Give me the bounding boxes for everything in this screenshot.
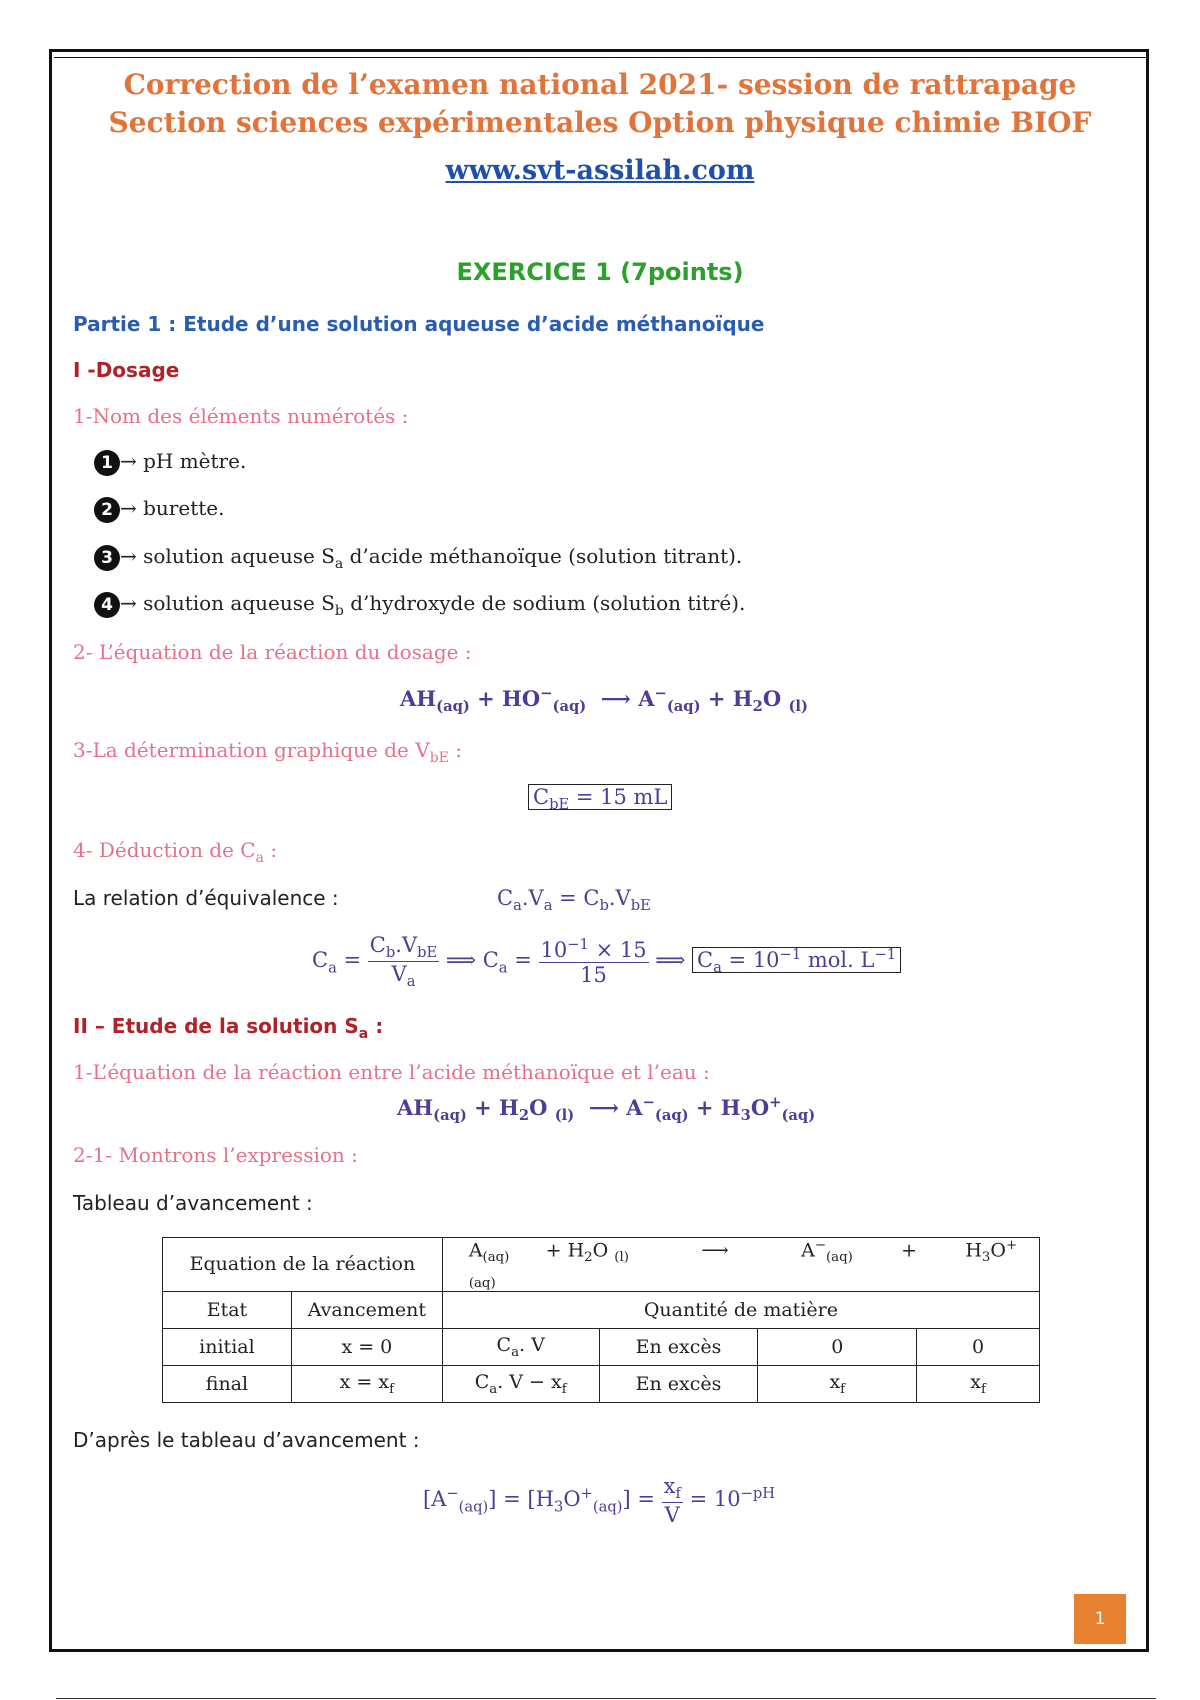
advancement-table	[162, 1237, 1040, 1403]
table-row	[163, 1328, 1040, 1365]
ca-calculation: $C_a$ = $\frac{C_b.V_{bE}}{V_a}$ ⟹ $C_a$ = $\frac{10^{-1} \times 15}{15}$ ⟹ $C_a = 10^{-1}$ mol. $L^{-1}$	[312, 933, 901, 990]
acid-water-equation: $AH_{(aq)} + H_2O$ $_{(l)}$ ⟶ $A^-_{(aq)} + H_3O^+_{(aq)}$	[397, 1094, 816, 1125]
list-item-text: → burette.	[120, 496, 225, 520]
question-4-colon: :	[263, 838, 278, 862]
section-ii-heading	[73, 1014, 383, 1042]
table-header-quantite: Quantité de matière	[442, 1291, 1039, 1328]
section-dosage-heading: I -Dosage	[73, 358, 180, 382]
table-cell: $x_f$	[758, 1365, 917, 1402]
number-badge: 2	[94, 497, 120, 523]
ph-exponent: −pH	[740, 1485, 776, 1503]
table-cell: $C_a$. V	[442, 1328, 599, 1365]
list-item-sub: b	[334, 603, 344, 619]
table-cell: final	[163, 1365, 292, 1402]
list-item	[94, 496, 224, 523]
site-link[interactable]: www.svt-assilah.com	[445, 155, 755, 186]
question-4-sub: a	[255, 850, 264, 866]
question-3-text: 3-La détermination graphique de V	[73, 738, 430, 762]
question-3-sub: bE	[429, 750, 449, 766]
ca-result-unit: mol. L	[801, 948, 875, 973]
list-item	[94, 544, 742, 572]
concentration-equation: $[A^-_{(aq)}] = [H_3O^+_{(aq)}]$ = $\frac{x_f}{V}$ = $10^{-pH}$	[423, 1474, 776, 1528]
dosage-equation: $AH_{(aq)} + HO^-_{(aq)}$ ⟶ $A^-_{(aq)} + H_2O$ $_{(l)}$	[400, 685, 808, 716]
section-ii-colon: :	[368, 1014, 384, 1038]
vbe-result-box: $C_{bE} = 15$ mL	[528, 785, 672, 813]
table-cell: 0	[917, 1328, 1040, 1365]
table-eq-label: Equation de la réaction	[163, 1238, 443, 1292]
list-item-text-after: d’hydroxyde de sodium (solution titré).	[343, 591, 746, 615]
table-cell: En excès	[599, 1365, 758, 1402]
number-badge: 1	[94, 450, 120, 476]
list-item-text: → solution aqueuse S	[120, 591, 335, 615]
list-item-text-after: d’acide méthanoïque (solution titrant).	[343, 544, 743, 568]
question-3-title	[73, 738, 462, 766]
question-2-title: 2- L’équation de la réaction du dosage :	[73, 640, 472, 664]
ca-result-box: $C_a = 10^{-1}$ mol. $L^{-1}$	[692, 947, 901, 973]
section-ii-text: II – Etude de la solution S	[73, 1014, 359, 1038]
table-cell: $x = x_f$	[291, 1365, 442, 1402]
list-item-text: → solution aqueuse S	[120, 544, 335, 568]
frame-double-rule	[54, 57, 1146, 58]
table-row	[163, 1365, 1040, 1402]
question-4-text: 4- Déduction de C	[73, 838, 256, 862]
title-line-1: Correction de l’examen national 2021- session de rattrapage	[123, 68, 1077, 101]
table-header-etat: Etat	[163, 1291, 292, 1328]
ca-denominator: 15	[580, 963, 607, 988]
ca-numerator-exp: −1	[567, 936, 589, 954]
ca-numerator-times: × 15	[588, 938, 647, 963]
number-badge: 4	[94, 592, 120, 618]
question-3-colon: :	[448, 738, 462, 762]
number-badge: 3	[94, 545, 120, 571]
list-item	[94, 449, 246, 476]
ca-result-exp: −1	[779, 946, 802, 964]
ca-numerator-base: 10	[540, 938, 568, 963]
question-ii-1-title: 1-L’équation de la réaction entre l’acide méthanoïque et l’eau :	[73, 1060, 710, 1084]
table-equation: $A_{(aq)}$ + $H_2O$ $_{(l)}$ ⟶ $A^-_{(aq)}$ + $H_3O^+_{(aq)}$	[442, 1238, 1039, 1292]
section-ii-sub: a	[358, 1026, 369, 1042]
question-4-title	[73, 838, 277, 866]
question-1-title: 1-Nom des éléments numérotés :	[73, 404, 409, 428]
apres-label: D’après le tableau d’avancement :	[73, 1428, 420, 1452]
table-header-avancement: Avancement	[291, 1291, 442, 1328]
vbe-result-value: = 15 mL	[575, 785, 668, 809]
title-line-2: Section sciences expérimentales Option physique chimie BIOF	[108, 106, 1092, 139]
list-item-sub: a	[334, 556, 344, 572]
ca-result-unit-exp: −1	[874, 946, 897, 964]
page-number-badge: 1	[1074, 1594, 1126, 1644]
list-item-text: → pH mètre.	[120, 449, 247, 473]
equivalence-relation: $C_a.V_a = C_b.V_{bE}$	[497, 886, 651, 915]
exercise-title: EXERCICE 1 (7points)	[456, 258, 744, 286]
table-cell: $x_f$	[917, 1365, 1040, 1402]
table-cell: $C_a$. $V - x_f$	[442, 1365, 599, 1402]
tableau-label: Tableau d’avancement :	[73, 1191, 313, 1215]
bottom-rule	[56, 1698, 1156, 1699]
table-cell: x = 0	[291, 1328, 442, 1365]
question-ii-2-1-title: 2-1- Montrons l’expression :	[73, 1143, 358, 1167]
partie-1-heading: Partie 1 : Etude d’une solution aqueuse d’acide méthanoïque	[73, 312, 765, 336]
table-cell: 0	[758, 1328, 917, 1365]
equivalence-label: La relation d’équivalence :	[73, 886, 339, 910]
table-cell: En excès	[599, 1328, 758, 1365]
list-item	[94, 591, 745, 619]
table-cell: initial	[163, 1328, 292, 1365]
ca-result-value: = 10	[721, 948, 780, 973]
